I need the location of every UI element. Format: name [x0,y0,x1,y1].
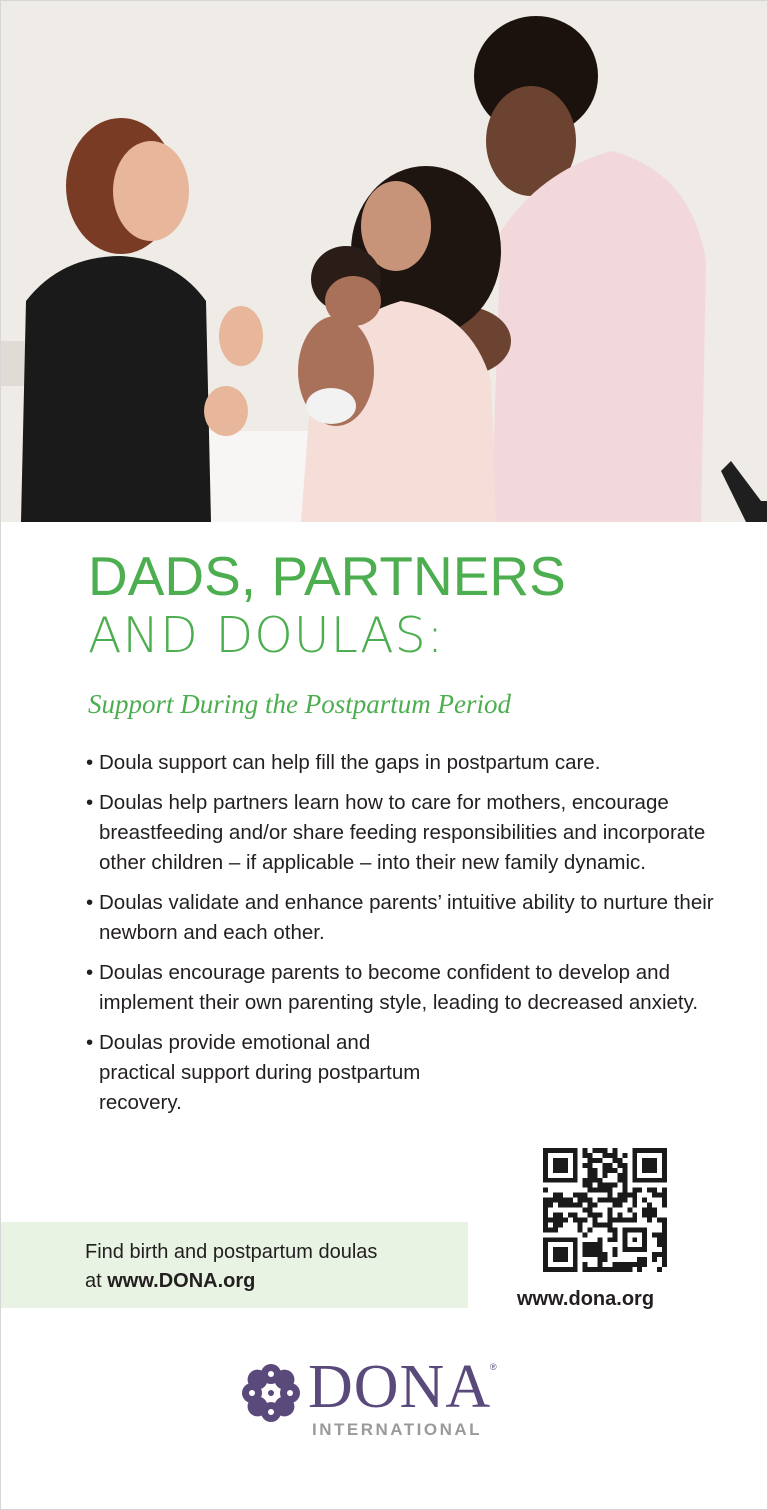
list-item-text: Doulas provide emotional and practical support during postpartum recovery. [99,1031,421,1114]
headline [88,546,566,666]
find-doulas-box [1,1222,468,1308]
bullet-list [86,748,726,1128]
bullet-dot-icon: • [86,791,94,814]
hero-photo-illustration [1,1,767,522]
logo-wordmark: DONA [308,1353,492,1421]
find-doulas-line: Find birth and postpartum doulas [85,1241,378,1263]
list-item [86,1028,429,1118]
list-item [86,958,726,1018]
bullet-dot-icon: • [86,961,94,984]
subtitle: Support During the Postpartum Period [88,689,511,719]
list-item-text: Doula support can help fill the gaps in postpartum care. [99,751,601,774]
list-item [86,888,726,948]
registered-mark: ® [490,1362,497,1372]
dona-website-link[interactable]: www.DONA.org [107,1270,256,1292]
list-item-text: Doulas encourage parents to become confident to develop and implement their own parenting style, leading to decreased anxiety. [99,961,699,1014]
logo-subtitle: INTERNATIONAL [312,1420,483,1439]
dona-flower-logo-icon [240,1362,302,1424]
list-item-text: Doulas help partners learn how to care for mothers, encourage breastfeeding and/or share feeding responsibilities and incorporate other children – if applicable – into their new family dynamic. [99,791,706,874]
list-item [86,788,726,878]
hero-photo [1,1,767,522]
find-doulas-text [85,1238,377,1296]
bullet-dot-icon: • [86,751,94,774]
find-doulas-prefix: at [85,1270,108,1292]
list-item-text: Doulas validate and enhance parents’ intuitive ability to nurture their newborn and each other. [99,891,714,944]
qr-code[interactable] [543,1148,667,1272]
qr-url[interactable]: www.dona.org [517,1288,655,1310]
bullet-dot-icon: • [86,891,94,914]
headline-line-2: AND DOULAS: [88,607,445,664]
headline-line-1: DADS, PARTNERS [88,545,566,607]
list-item [86,748,726,778]
bullet-dot-icon: • [86,1031,94,1054]
